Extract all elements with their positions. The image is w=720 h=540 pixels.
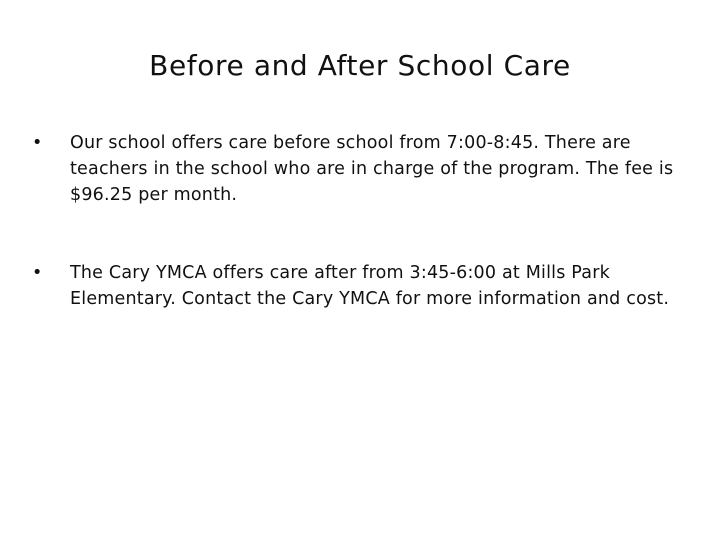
bullet-text: The Cary YMCA offers care after from 3:45-6:00 at Mills Park Elementary. Contact the Cary YMCA for more information and cost.	[70, 263, 670, 309]
bullet-item-before-school	[30, 130, 690, 208]
bullet-item-after-school	[30, 260, 690, 312]
slide-title: Before and After School Care	[149, 49, 571, 82]
bullet-text: Our school offers care before school from 7:00-8:45. There are teachers in the school who are in charge of the program. The fee is $96.25 per month.	[70, 133, 674, 205]
bullet-marker: •	[32, 263, 43, 283]
bullet-marker: •	[32, 133, 43, 153]
bullet-list	[30, 130, 690, 312]
